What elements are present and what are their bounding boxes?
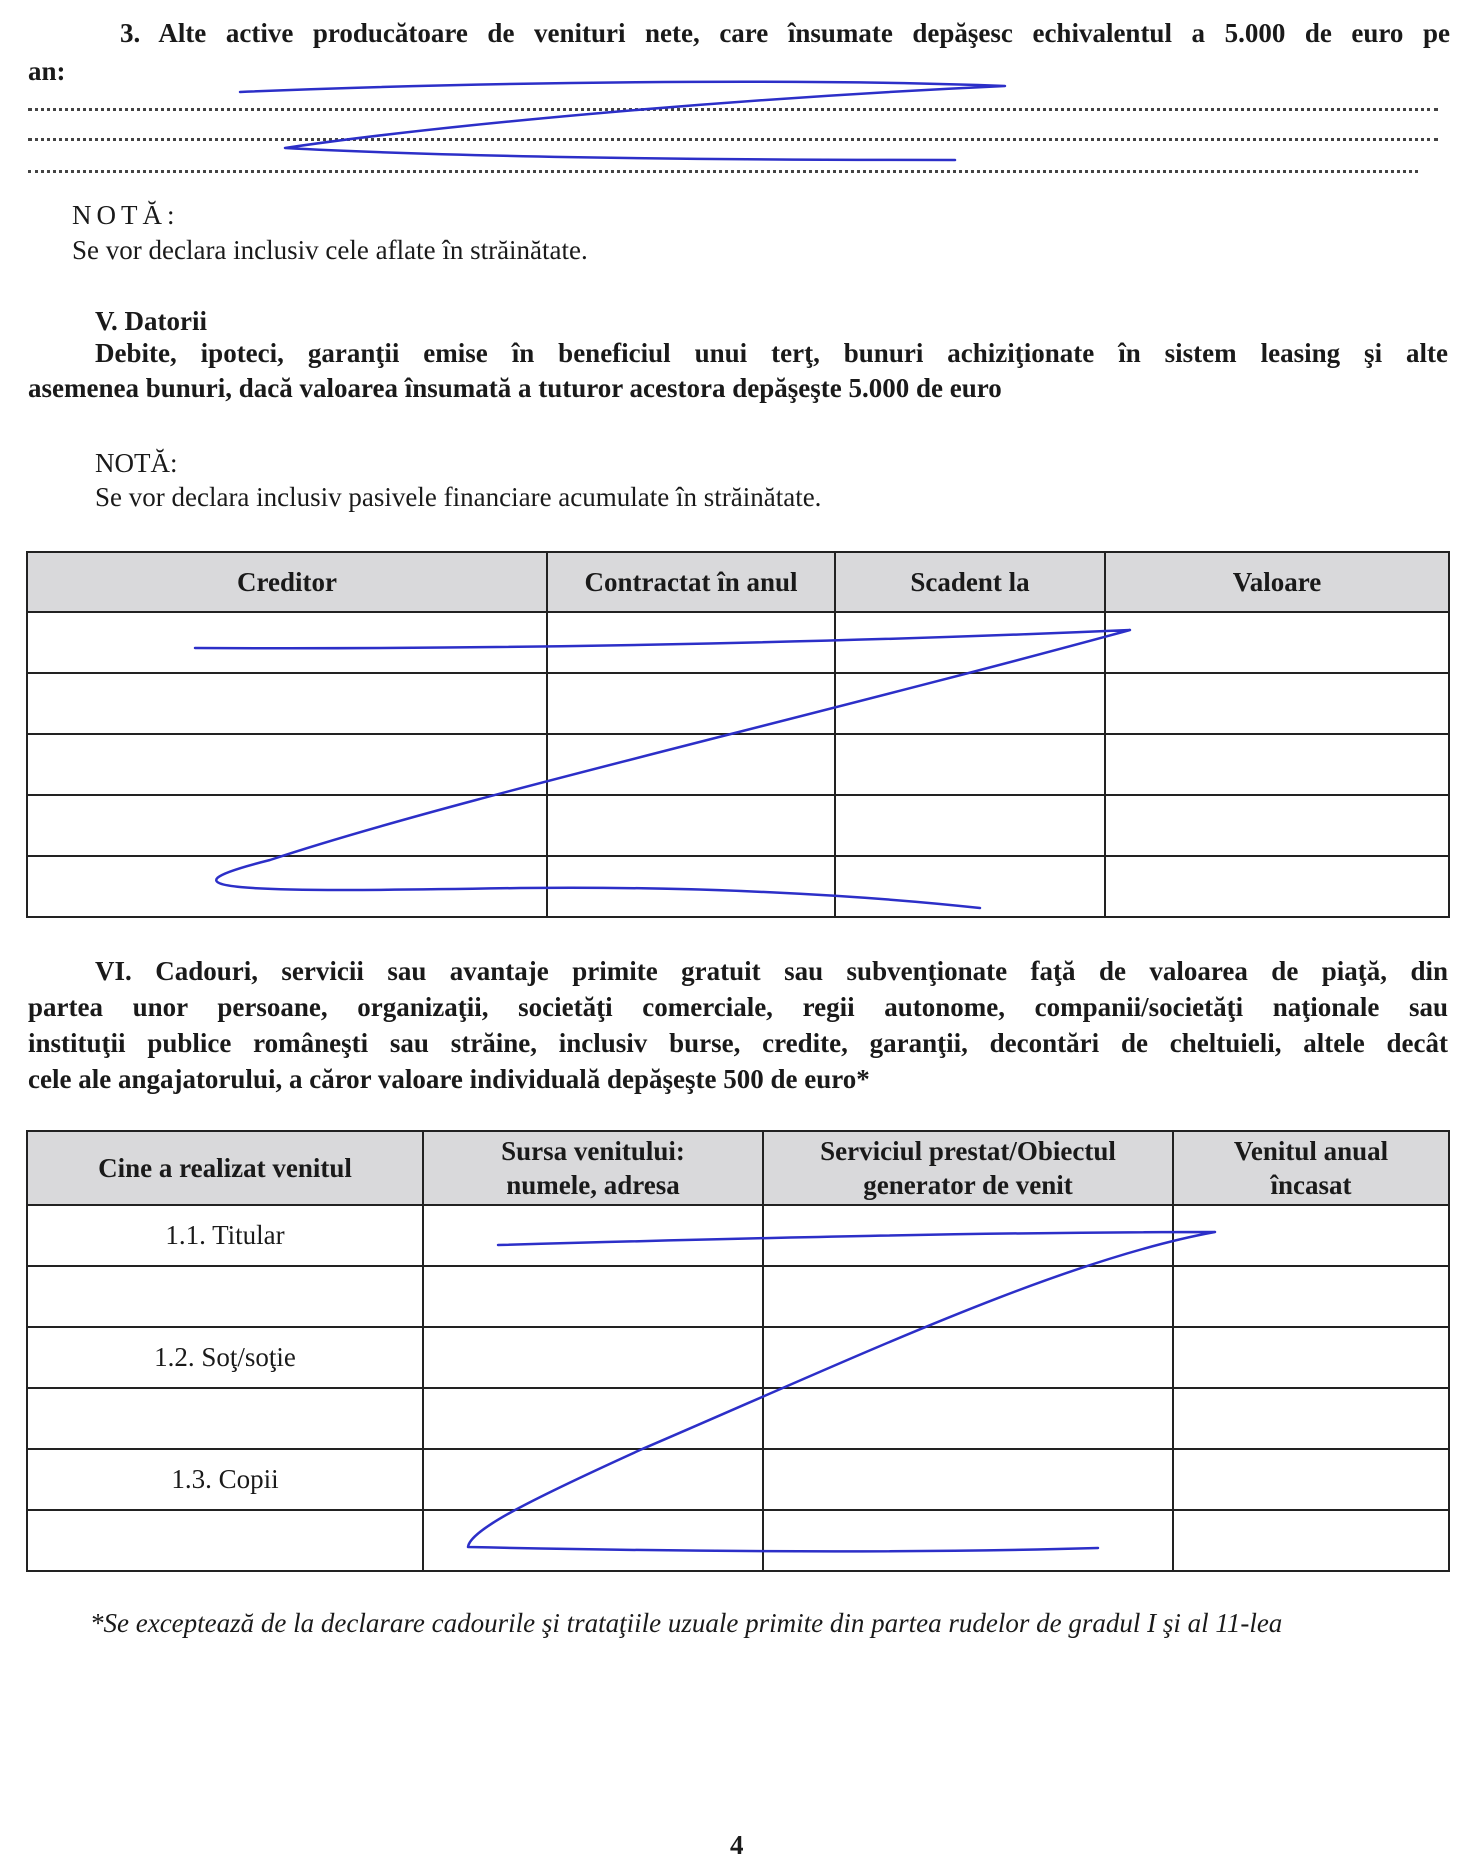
column-header-contractat: Contractat în anul (547, 552, 835, 612)
dotted-fill-line (28, 88, 1438, 111)
nota-text: Se vor declara inclusiv pasivele financiare acumulate în străinătate. (95, 482, 822, 512)
table-cell[interactable] (763, 1388, 1173, 1449)
nota-text: Se vor declara inclusiv cele aflate în străinătate. (72, 235, 588, 265)
table-cell[interactable] (423, 1388, 763, 1449)
column-header-cine: Cine a realizat venitul (27, 1131, 423, 1205)
section5-description-line1: Debite, ipoteci, garanţii emise în beneficiul unui terţ, bunuri achiziţionate în sistem leasing şi alte (95, 338, 1448, 368)
section6-heading-line2: partea unor persoane, organizaţii, societăţi comerciale, regii autonome, companii/societăţi naţionale sau (28, 992, 1448, 1022)
table-row (27, 795, 1449, 856)
table-cell[interactable] (835, 856, 1105, 917)
table-cell[interactable] (547, 734, 835, 795)
table-row (27, 856, 1449, 917)
column-header-valoare: Valoare (1105, 552, 1449, 612)
table-cell[interactable] (1105, 795, 1449, 856)
section5-title: V. Datorii (95, 306, 207, 336)
gifts-table (26, 1130, 1450, 1572)
table-cell[interactable] (763, 1327, 1173, 1388)
table-cell[interactable] (763, 1510, 1173, 1571)
table-cell[interactable] (27, 734, 547, 795)
table-cell[interactable] (423, 1327, 763, 1388)
column-header-sursa: Sursa venitului: numele, adresa (423, 1131, 763, 1205)
table-cell[interactable] (1105, 734, 1449, 795)
table-cell[interactable] (763, 1205, 1173, 1266)
table-row (27, 612, 1449, 673)
section6-heading-line1: VI. Cadouri, servicii sau avantaje primite gratuit sau subvenţionate faţă de valoarea de piaţă, din (95, 956, 1448, 986)
table-cell[interactable] (835, 734, 1105, 795)
row-label-titular: 1.1. Titular (27, 1205, 423, 1266)
column-header-creditor: Creditor (27, 552, 547, 612)
table-cell[interactable] (1173, 1449, 1449, 1510)
dotted-fill-line (28, 118, 1438, 141)
row-label (27, 1266, 423, 1327)
table-cell[interactable] (423, 1205, 763, 1266)
column-header-venitul: Venitul anual încasat (1173, 1131, 1449, 1205)
table-cell[interactable] (27, 612, 547, 673)
nota-title: NOTĂ: (72, 200, 180, 230)
debts-table (26, 551, 1450, 918)
row-label (27, 1510, 423, 1571)
table-cell[interactable] (1173, 1510, 1449, 1571)
row-label (27, 1388, 423, 1449)
table-cell[interactable] (27, 673, 547, 734)
table-row (27, 1205, 1449, 1266)
table-header-row (27, 1131, 1449, 1205)
table-cell[interactable] (1173, 1327, 1449, 1388)
column-header-scadent: Scadent la (835, 552, 1105, 612)
section6-heading-line4: cele ale angajatorului, a căror valoare individuală depăşeşte 500 de euro* (28, 1064, 870, 1094)
table-cell[interactable] (763, 1266, 1173, 1327)
table-cell[interactable] (547, 856, 835, 917)
section5-description-line2: asemenea bunuri, dacă valoarea însumată a tuturor acestora depăşeşte 5.000 de euro (28, 373, 1002, 403)
table-cell[interactable] (547, 795, 835, 856)
table-cell[interactable] (1173, 1205, 1449, 1266)
table-cell[interactable] (1105, 612, 1449, 673)
table-cell[interactable] (547, 673, 835, 734)
page-number: 4 (730, 1830, 744, 1860)
table-cell[interactable] (423, 1510, 763, 1571)
row-label-sot-sotie: 1.2. Soţ/soţie (27, 1327, 423, 1388)
section6-heading-line3: instituţii publice româneşti sau străine, inclusiv burse, credite, garanţii, decontări de cheltuieli, altele decât (28, 1028, 1448, 1058)
table-row (27, 1510, 1449, 1571)
table-row (27, 1388, 1449, 1449)
table-cell[interactable] (27, 795, 547, 856)
footnote: *Se exceptează de la declarare cadourile şi trataţiile uzuale primite din partea rudelor de gradul I şi al 11-lea (90, 1608, 1283, 1638)
table-cell[interactable] (1105, 673, 1449, 734)
column-header-serviciul: Serviciul prestat/Obiectul generator de venit (763, 1131, 1173, 1205)
table-cell[interactable] (547, 612, 835, 673)
section3-heading-line1: 3. Alte active producătoare de venituri nete, care însumate depăşesc echivalentul a 5.000 de euro pe (120, 18, 1450, 48)
table-row (27, 1266, 1449, 1327)
table-cell[interactable] (1105, 856, 1449, 917)
table-header-row (27, 552, 1449, 612)
table-row (27, 673, 1449, 734)
table-cell[interactable] (423, 1266, 763, 1327)
nota-title: NOTĂ: (95, 448, 178, 478)
table-cell[interactable] (27, 856, 547, 917)
table-cell[interactable] (1173, 1266, 1449, 1327)
table-cell[interactable] (763, 1449, 1173, 1510)
table-row (27, 734, 1449, 795)
table-cell[interactable] (835, 795, 1105, 856)
row-label-copii: 1.3. Copii (27, 1449, 423, 1510)
table-cell[interactable] (835, 673, 1105, 734)
dotted-fill-line (28, 150, 1418, 173)
table-cell[interactable] (835, 612, 1105, 673)
table-row (27, 1449, 1449, 1510)
table-row (27, 1327, 1449, 1388)
table-cell[interactable] (1173, 1388, 1449, 1449)
section3-heading-line2: an: (28, 56, 66, 86)
table-cell[interactable] (423, 1449, 763, 1510)
